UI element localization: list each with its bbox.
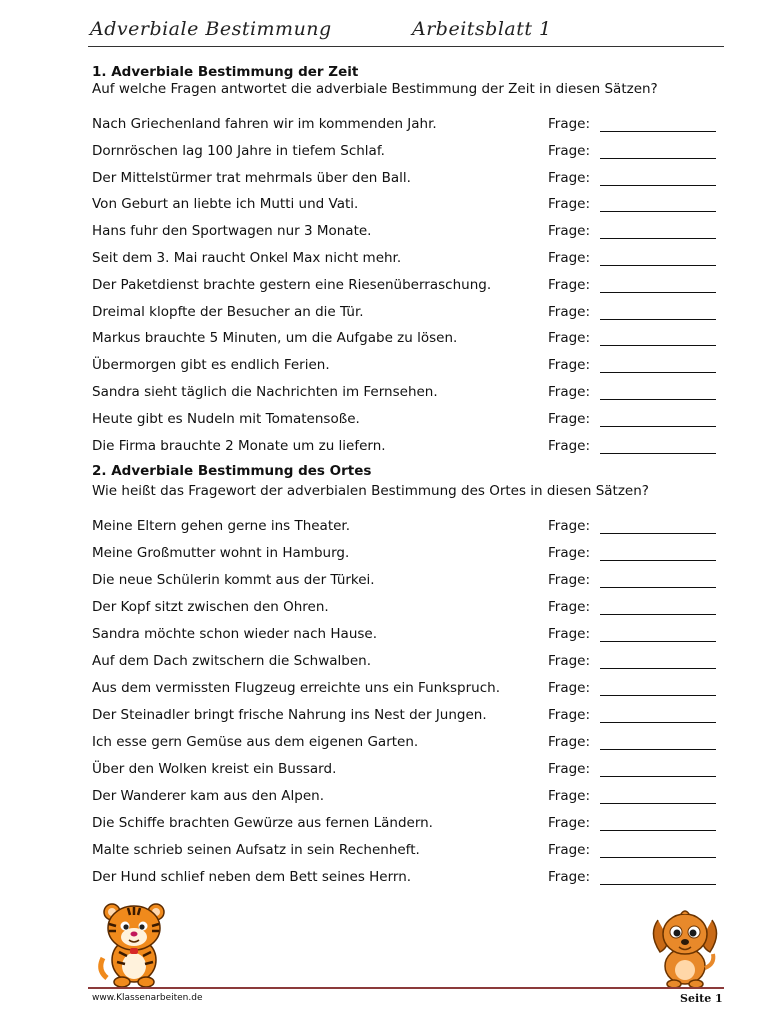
- exercise-sentence: Über den Wolken kreist ein Bussard.: [92, 761, 337, 777]
- frage-label: Frage:: [548, 223, 591, 240]
- exercise-row: [92, 250, 718, 272]
- exercise-sentence: Übermorgen gibt es endlich Ferien.: [92, 357, 330, 374]
- exercise-sentence: Markus brauchte 5 Minuten, um die Aufgabe zu lösen.: [92, 330, 458, 347]
- frage-label: Frage:: [548, 437, 591, 454]
- frage-label: Frage:: [548, 545, 591, 561]
- frage-label: Frage:: [548, 518, 591, 534]
- answer-blank[interactable]: [600, 587, 716, 588]
- exercise-row: [92, 438, 718, 460]
- frage-label: Frage:: [548, 357, 591, 374]
- footer-website[interactable]: www.Klassenarbeiten.de: [92, 993, 203, 1003]
- answer-blank[interactable]: [600, 830, 716, 831]
- frage-label: Frage:: [548, 842, 591, 858]
- exercise-row: [92, 384, 718, 406]
- exercise-sentence: Der Paketdienst brachte gestern eine Riesenüberraschung.: [92, 276, 492, 293]
- frage-label: Frage:: [548, 680, 591, 696]
- exercise-row: [92, 599, 718, 621]
- exercise-row: [92, 869, 718, 891]
- answer-blank[interactable]: [600, 265, 716, 266]
- answer-blank[interactable]: [600, 345, 716, 346]
- header-sheet-number: Arbeitsblatt 1: [412, 18, 552, 40]
- exercise-sentence: Der Kopf sitzt zwischen den Ohren.: [92, 599, 329, 615]
- frage-label: Frage:: [548, 599, 591, 615]
- exercise-sentence: Von Geburt an liebte ich Mutti und Vati.: [92, 196, 359, 213]
- exercise-row: [92, 518, 718, 540]
- exercise-sentence: Heute gibt es Nudeln mit Tomatensoße.: [92, 410, 360, 427]
- frage-label: Frage:: [548, 626, 591, 642]
- exercise-sentence: Sandra möchte schon wieder nach Hause.: [92, 626, 378, 642]
- exercise-sentence: Dornröschen lag 100 Jahre in tiefem Schlaf.: [92, 142, 385, 159]
- answer-blank[interactable]: [600, 372, 716, 373]
- exercise-sentence: Der Steinadler bringt frische Nahrung ins Nest der Jungen.: [92, 707, 487, 723]
- frage-label: Frage:: [548, 196, 591, 213]
- exercise-sentence: Der Mittelstürmer trat mehrmals über den Ball.: [92, 169, 411, 186]
- answer-blank[interactable]: [600, 238, 716, 239]
- frage-label: Frage:: [548, 330, 591, 347]
- exercise-sentence: Sandra sieht täglich die Nachrichten im Fernsehen.: [92, 384, 438, 400]
- frage-label: Frage:: [548, 410, 591, 427]
- exercise-row: [92, 653, 718, 675]
- section1-question: Auf welche Fragen antwortet die adverbiale Bestimmung der Zeit in diesen Sätzen?: [92, 81, 658, 97]
- exercise-sentence: Meine Eltern gehen gerne ins Theater.: [92, 518, 351, 534]
- answer-blank[interactable]: [600, 803, 716, 804]
- exercise-row: [92, 357, 718, 379]
- frage-label: Frage:: [548, 276, 591, 293]
- answer-blank[interactable]: [600, 884, 716, 885]
- answer-blank[interactable]: [600, 560, 716, 561]
- exercise-row: [92, 815, 718, 837]
- header-title: Adverbiale Bestimmung: [90, 18, 332, 40]
- frage-label: Frage:: [548, 250, 591, 266]
- answer-blank[interactable]: [600, 749, 716, 750]
- exercise-row: [92, 734, 718, 756]
- exercise-row: [92, 545, 718, 567]
- frage-label: Frage:: [548, 303, 591, 320]
- exercise-sentence: Seit dem 3. Mai raucht Onkel Max nicht mehr.: [92, 250, 402, 266]
- exercise-sentence: Die Schiffe brachten Gewürze aus fernen Ländern.: [92, 815, 433, 831]
- exercise-row: [92, 842, 718, 864]
- exercise-sentence: Meine Großmutter wohnt in Hamburg.: [92, 545, 350, 561]
- answer-blank[interactable]: [600, 453, 716, 454]
- puppy-icon: [648, 908, 722, 988]
- exercise-row: [92, 143, 718, 165]
- answer-blank[interactable]: [600, 319, 716, 320]
- frage-label: Frage:: [548, 116, 591, 132]
- frage-label: Frage:: [548, 734, 591, 750]
- frage-label: Frage:: [548, 869, 591, 885]
- exercise-sentence: Nach Griechenland fahren wir im kommenden Jahr.: [92, 116, 437, 132]
- exercise-row: [92, 761, 718, 783]
- answer-blank[interactable]: [600, 131, 716, 132]
- section2-title: 2. Adverbiale Bestimmung des Ortes: [92, 463, 372, 479]
- frage-label: Frage:: [548, 384, 591, 400]
- exercise-sentence: Die Firma brauchte 2 Monate um zu liefern.: [92, 437, 386, 454]
- exercise-row: [92, 411, 718, 433]
- exercise-row: [92, 680, 718, 702]
- exercise-sentence: Der Hund schlief neben dem Bett seines Herrn.: [92, 869, 412, 885]
- header-divider: [88, 46, 724, 47]
- exercise-sentence: Auf dem Dach zwitschern die Schwalben.: [92, 653, 371, 669]
- answer-blank[interactable]: [600, 668, 716, 669]
- answer-blank[interactable]: [600, 857, 716, 858]
- exercise-sentence: Der Wanderer kam aus den Alpen.: [92, 788, 325, 804]
- footer-divider: [88, 987, 724, 989]
- answer-blank[interactable]: [600, 776, 716, 777]
- exercise-sentence: Dreimal klopfte der Besucher an die Tür.: [92, 303, 364, 320]
- frage-label: Frage:: [548, 169, 591, 186]
- section1-title: 1. Adverbiale Bestimmung der Zeit: [92, 64, 359, 80]
- exercise-row: [92, 626, 718, 648]
- tiger-cub-icon: [95, 900, 173, 988]
- exercise-sentence: Die neue Schülerin kommt aus der Türkei.: [92, 572, 375, 588]
- answer-blank[interactable]: [600, 641, 716, 642]
- frage-label: Frage:: [548, 572, 591, 588]
- exercise-row: [92, 170, 718, 192]
- answer-blank[interactable]: [600, 292, 716, 293]
- answer-blank[interactable]: [600, 695, 716, 696]
- exercise-sentence: Aus dem vermissten Flugzeug erreichte uns ein Funkspruch.: [92, 680, 500, 696]
- answer-blank[interactable]: [600, 211, 716, 212]
- exercise-row: [92, 572, 718, 594]
- exercise-sentence: Ich esse gern Gemüse aus dem eigenen Garten.: [92, 734, 419, 750]
- answer-blank[interactable]: [600, 185, 716, 186]
- exercise-row: [92, 330, 718, 352]
- exercise-sentence: Hans fuhr den Sportwagen nur 3 Monate.: [92, 223, 372, 240]
- answer-blank[interactable]: [600, 614, 716, 615]
- page-number: Seite 1: [680, 992, 723, 1005]
- answer-blank[interactable]: [600, 722, 716, 723]
- exercise-row: [92, 196, 718, 218]
- frage-label: Frage:: [548, 707, 591, 723]
- exercise-row: [92, 788, 718, 810]
- exercise-row: [92, 707, 718, 729]
- exercise-row: [92, 277, 718, 299]
- exercise-row: [92, 223, 718, 245]
- section2-question: Wie heißt das Fragewort der adverbialen Bestimmung des Ortes in diesen Sätzen?: [92, 483, 649, 499]
- frage-label: Frage:: [548, 788, 591, 804]
- frage-label: Frage:: [548, 142, 591, 159]
- answer-blank[interactable]: [600, 158, 716, 159]
- answer-blank[interactable]: [600, 399, 716, 400]
- answer-blank[interactable]: [600, 533, 716, 534]
- frage-label: Frage:: [548, 815, 591, 831]
- frage-label: Frage:: [548, 761, 591, 777]
- frage-label: Frage:: [548, 653, 591, 669]
- exercise-row: [92, 116, 718, 138]
- exercise-sentence: Malte schrieb seinen Aufsatz in sein Rechenheft.: [92, 842, 420, 858]
- exercise-row: [92, 304, 718, 326]
- answer-blank[interactable]: [600, 426, 716, 427]
